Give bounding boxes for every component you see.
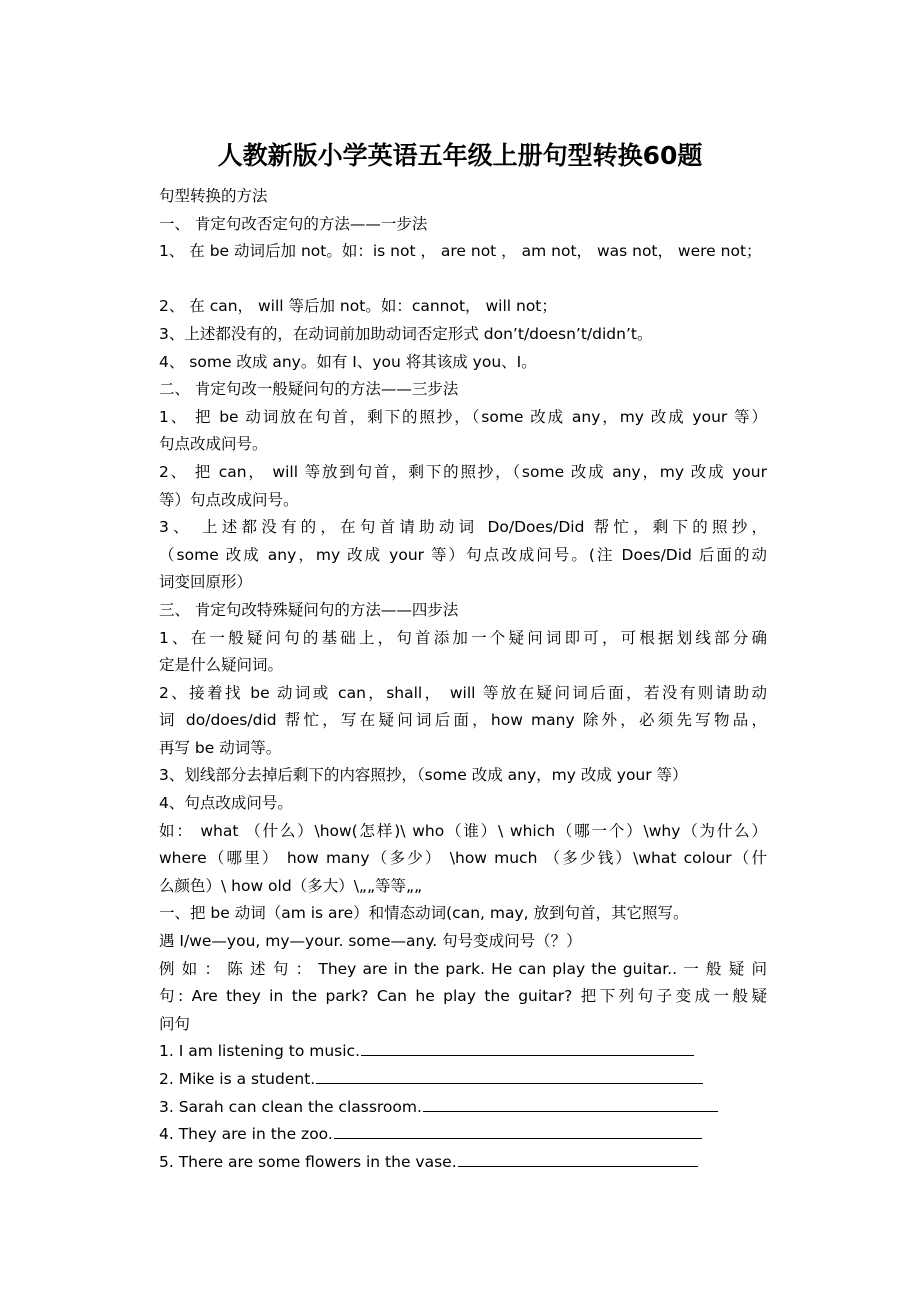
exercise-item: [159, 1094, 767, 1122]
method-heading-special-question: 三、 肯定句改特殊疑问句的方法——四步法: [159, 600, 459, 619]
exercise-sentence: 3. Sarah can clean the classroom.: [159, 1097, 422, 1116]
answer-blank[interactable]: [316, 1066, 703, 1084]
text-line: 1、在一般疑问句的基础上，句首添加一个疑问词即可，可根据划线部分确: [159, 628, 767, 647]
exercise-item: [159, 1038, 767, 1066]
section-heading: 句型转换的方法: [159, 187, 268, 205]
exercise-item: [159, 1121, 767, 1149]
exercise-item: [159, 1066, 767, 1094]
method-heading-negative: 一、 肯定句改否定句的方法——一步法: [159, 214, 428, 233]
answer-blank[interactable]: [334, 1121, 702, 1139]
text-line: 词变回原形）: [159, 573, 253, 592]
answer-blank[interactable]: [361, 1038, 694, 1056]
exercise-sentence: 2. Mike is a student.: [159, 1070, 316, 1088]
question-words-line: 如： what （什么）\how(怎样)\ who（谁）\ which（哪一个）\why（为什么）: [159, 821, 767, 840]
text-line: 等）句点改成问号。: [159, 490, 299, 509]
exercise-sentence: 4. They are in the zoo.: [159, 1125, 333, 1144]
text-line: 词 do/does/did 帮忙，写在疑问词后面，how many 除外，必须先写物品，: [159, 711, 767, 730]
text-line: 2、 把 can， will 等放到句首，剩下的照抄，（some 改成 any，my 改成 your: [159, 462, 767, 481]
text-line: 句点改成问号。: [159, 435, 268, 454]
text-line: 定是什么疑问词。: [159, 656, 284, 675]
text-line: 3、 上述都没有的，在句首请助动词 Do/Does/Did 帮忙，剩下的照抄，: [159, 518, 767, 537]
text-line: （some 改成 any，my 改成 your 等）句点改成问号。(注 Does/Did 后面的动: [159, 545, 767, 564]
text-line: 1、 把 be 动词放在句首，剩下的照抄，（some 改成 any，my 改成 your 等）: [159, 407, 767, 426]
instruction-line: 问句: [159, 1014, 191, 1033]
method-heading-general-question: 二、 肯定句改一般疑问句的方法——三步法: [159, 380, 459, 399]
exercise-item: [159, 1149, 767, 1177]
example-line: 句: Are they in the park? Can he play the guitar? 把下列句子变成一般疑: [159, 987, 767, 1006]
text-line: 1、 在 be 动词后加 not。如：is not ， are not ， am not， was not， were not；: [159, 242, 762, 261]
page-title: 人教新版小学英语五年级上册句型转换60题: [217, 141, 703, 170]
text-line: 2、接着找 be 动词或 can，shall， will 等放在疑问词后面，若没有则请助动: [159, 683, 767, 702]
exercise-sentence: 5. There are some flowers in the vase.: [159, 1152, 457, 1171]
document-body: [159, 183, 767, 1176]
question-words-line: where（哪里） how many（多少） \how much （多少钱）\what colour（什: [159, 849, 767, 868]
text-line: 遇 I/we—you, my—your. some—any. 句号变成问号（？）: [159, 932, 582, 951]
example-line: 例 如 ： 陈 述 句 ： They are in the park. He can play the guitar.. 一 般 疑 问: [159, 959, 767, 978]
answer-blank[interactable]: [423, 1094, 718, 1112]
rule-heading: 一、把 be 动词（am is are）和情态动词(can, may, 放到句首，其它照写。: [159, 904, 689, 923]
text-line: 再写 be 动词等。: [159, 738, 282, 757]
text-line: 3、上述都没有的，在动词前加助动词否定形式 don’t/doesn’t/didn’t。: [159, 324, 653, 343]
text-line: 4、句点改成问号。: [159, 794, 293, 813]
exercise-sentence: 1. I am listening to music.: [159, 1042, 361, 1061]
answer-blank[interactable]: [458, 1149, 698, 1167]
blank-line: [159, 266, 767, 294]
question-words-line: 么颜色）\ how old（多大）\„„等等„„: [159, 876, 423, 895]
text-line: 4、 some 改成 any。如有 I、you 将其该成 you、I。: [159, 352, 537, 371]
text-line: 3、划线部分去掉后剩下的内容照抄，（some 改成 any，my 改成 your 等）: [159, 766, 688, 785]
text-line: 2、 在 can， will 等后加 not。如：cannot， will not；: [159, 297, 557, 316]
